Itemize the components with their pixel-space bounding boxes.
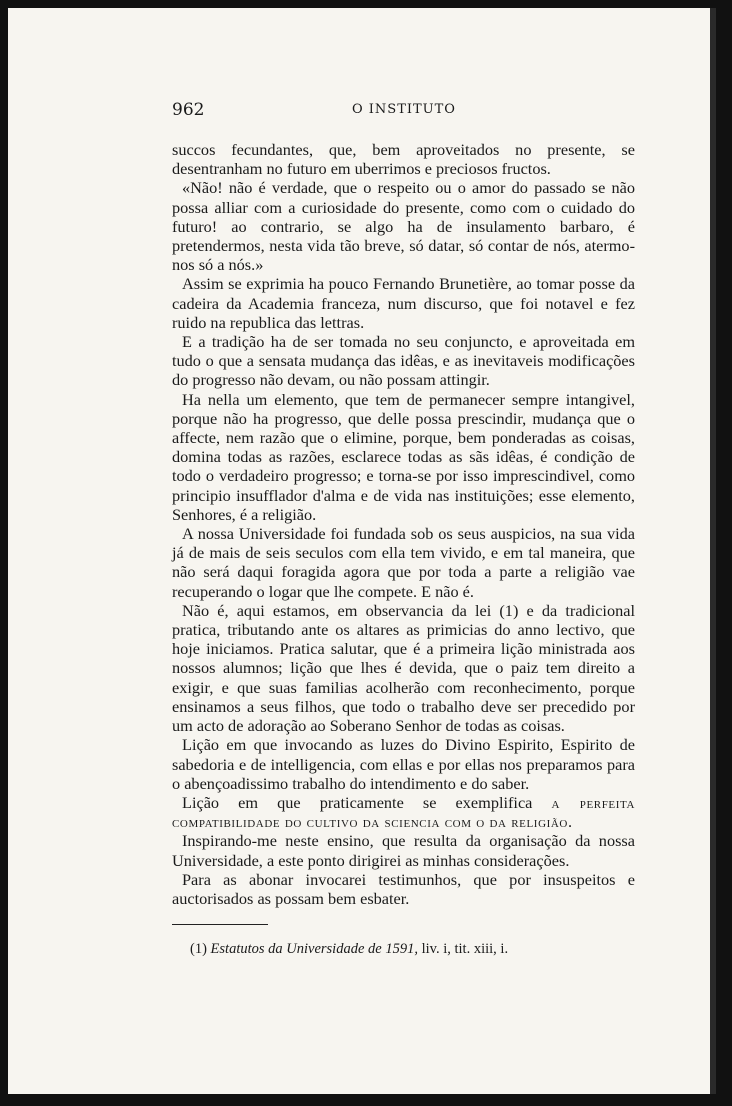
body-text bbox=[172, 140, 635, 908]
paragraph-9-smallcaps: a perfeita compatibilidade do cultivo da sciencia com o da religião. bbox=[172, 792, 635, 832]
page-number: 962 bbox=[172, 100, 205, 120]
book-page bbox=[8, 8, 716, 1094]
paragraph-10: Inspirando-me neste ensino, que resulta da organisação da nossa Universidade, a este ponto dirigirei as minhas considerações. bbox=[172, 831, 635, 870]
footnote-rule bbox=[172, 924, 268, 925]
paragraph-11: Para as abonar invocarei testimunhos, que por insuspeitos e auctorisados as possam bem esbater. bbox=[172, 869, 635, 908]
paragraph-5: Ha nella um elemento, que tem de permanecer sempre intangivel, porque não ha progresso, que delle possa prescindir, mudança que o affecte, nem razão que o elimine, porque, bem ponderadas as coisas, domina todas as razões, esclarece todas as sãs idêas, é condição de todo o verdadeiro progresso; e torna-se por isso imprescindivel, como principio insufflador d'alma e de vida nas instituições; esse elemento, Senhores, é a religião. bbox=[172, 389, 635, 524]
paragraph-3: Assim se exprimia ha pouco Fernando Brunetière, ao tomar posse da cadeira da Academia franceza, num discurso, que foi notavel e fez ruido na republica das lettras. bbox=[172, 274, 635, 332]
page-header bbox=[172, 100, 635, 122]
footnote-marker: (1) bbox=[190, 941, 207, 957]
page-content bbox=[172, 100, 635, 957]
paragraph-9-text: Lição em que praticamente se exemplifica bbox=[182, 792, 552, 812]
footnote-reference: liv. i, tit. xiii, i. bbox=[421, 941, 509, 957]
paragraph-4: E a tradição ha de ser tomada no seu conjuncto, e aproveitada em tudo o que a sensata mudança das idêas, e as inevitaveis modificações do progresso não devam, ou não possam attingir. bbox=[172, 332, 635, 390]
paragraph-9 bbox=[172, 793, 635, 831]
paragraph-8: Lição em que invocando as luzes do Divino Espirito, Espirito de sabedoria e de intelligencia, com ellas e por ellas nos preparamos para o abençoadissimo trabalho do intendimento e do saber. bbox=[172, 735, 635, 793]
footnote bbox=[172, 940, 635, 958]
paragraph-6: A nossa Universidade foi fundada sob os seus auspicios, na sua vida já de mais de seis seculos com ella tem vivido, e em tal maneira, que não será daqui foragida agora que por toda a parte a religião vae recuperando o logar que lhe compete. E não é. bbox=[172, 524, 635, 601]
paragraph-7: Não é, aqui estamos, em observancia da lei (1) e da tradicional pratica, tributando ante os altares as primicias do anno lectivo, que hoje iniciamos. Pratica salutar, que é a primeira lição ministrada aos nossos alumnos; lição que lhes é devida, que o paiz tem direito a exigir, e que suas familias acolherão com reconhecimento, porque ensinamos a seus filhos, que todo o trabalho deve ser precedido por um acto de adoração ao Soberano Senhor de todas as coisas. bbox=[172, 600, 635, 736]
paragraph-1: succos fecundantes, que, bem aproveitados no presente, se desentranham no futuro em uberrimos e preciosos fructos. bbox=[172, 140, 635, 179]
footnote-title: Estatutos da Universidade de 1591, bbox=[210, 941, 418, 957]
running-head: O INSTITUTO bbox=[352, 102, 456, 117]
paragraph-2: «Não! não é verdade, que o respeito ou o amor do passado se não possa alliar com a curiosidade do presente, como com o cuidado do futuro! ao contrario, se algo ha de insulamento barbaro, é pretendermos, nesta vida tão breve, só datar, só contar de nós, atermo-nos só a nós.» bbox=[172, 178, 635, 275]
